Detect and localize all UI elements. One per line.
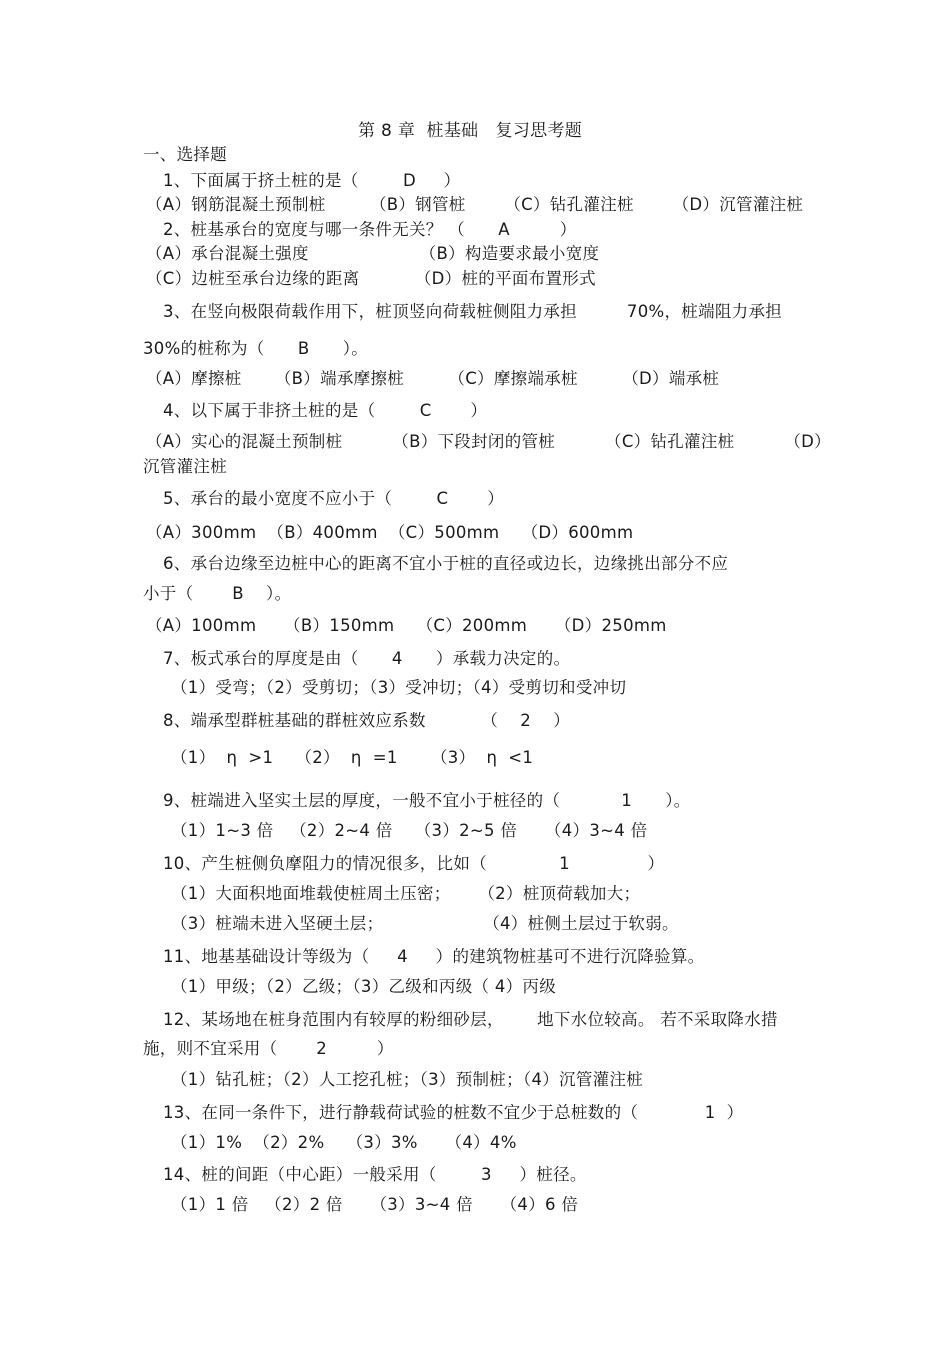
question-5-options: （A）300mm （B）400mm （C）500mm （D）600mm (146, 523, 634, 542)
question-9-options: （1）1~3 倍 （2）2~4 倍 （3）2~5 倍 （4）3~4 倍 (171, 821, 648, 840)
question-1: 1、下面属于挤土桩的是（ D ） (163, 171, 461, 190)
section-heading: 一、选择题 (143, 145, 227, 164)
question-2-options-b: （C）边桩至承台边缘的距离 （D）桩的平面布置形式 (146, 269, 596, 288)
question-10-options-a: （1）大面积地面堆载使桩周土压密； （2）桩顶荷载加大； (171, 884, 641, 903)
question-10: 10、产生桩侧负摩阻力的情况很多，比如（ 1 ） (163, 854, 665, 873)
question-12-cont: 施，则不宜采用（ 2 ） (143, 1039, 394, 1058)
question-4-options-cont: 沉管灌注桩 (143, 457, 227, 476)
question-7-options: （1）受弯；（2）受剪切；（3）受冲切；（4）受剪切和受冲切 (171, 678, 627, 697)
question-12: 12、某场地在桩身范围内有较厚的粉细砂层， 地下水位较高。 若不采取降水措 (163, 1010, 778, 1029)
question-2-options-a: （A）承台混凝土强度 （B）构造要求最小宽度 (146, 244, 600, 263)
question-3-cont: 30%的桩称为（ B ）。 (143, 339, 369, 358)
question-2: 2、桩基承台的宽度与哪一条件无关？ （ A ） (163, 220, 577, 239)
question-6-options: （A）100mm （B）150mm （C）200mm （D）250mm (146, 616, 667, 635)
question-6: 6、承台边缘至边桩中心的距离不宜小于桩的直径或边长，边缘挑出部分不应 (163, 554, 729, 573)
question-3: 3、在竖向极限荷载作用下，桩顶竖向荷载桩侧阻力承担 70%，桩端阻力承担 (163, 302, 783, 321)
question-9: 9、桩端进入坚实土层的厚度，一般不宜小于桩径的（ 1 ）。 (163, 791, 691, 810)
question-8: 8、端承型群桩基础的群桩效应系数 （ 2 ） (163, 711, 571, 730)
question-8-options: （1） η >1 （2） η =1 （3） η <1 (171, 748, 534, 767)
question-13-options: （1）1% （2）2% （3）3% （4）4% (171, 1133, 517, 1152)
question-4-options: （A）实心的混凝土预制桩 （B）下段封闭的管桩 （C）钻孔灌注桩 （D） (146, 432, 831, 451)
question-14-options: （1）1 倍 （2）2 倍 （3）3~4 倍 （4）6 倍 (171, 1195, 579, 1214)
question-4: 4、以下属于非挤土桩的是（ C ） (163, 401, 488, 420)
question-11-options: （1）甲级；（2）乙级；（3）乙级和丙级（ 4）丙级 (171, 977, 557, 996)
question-5: 5、承台的最小宽度不应小于（ C ） (163, 489, 504, 508)
page-title: 第 8 章 桩基础 复习思考题 (358, 121, 583, 141)
question-11: 11、地基基础设计等级为（ 4 ）的建筑物桩基可不进行沉降验算。 (163, 947, 705, 966)
question-10-options-b: （3）桩端未进入坚硬土层； （4）桩侧土层过于软弱。 (171, 914, 679, 933)
question-14: 14、桩的间距（中心距）一般采用（ 3 ）桩径。 (163, 1165, 587, 1184)
question-7: 7、板式承台的厚度是由（ 4 ）承载力决定的。 (163, 649, 571, 668)
question-13: 13、在同一条件下，进行静载荷试验的桩数不宜少于总桩数的（ 1 ） (163, 1103, 744, 1122)
question-3-options: （A）摩擦桩 （B）端承摩擦桩 （C）摩擦端承桩 （D）端承桩 (146, 369, 720, 388)
question-6-cont: 小于（ B ）。 (143, 584, 292, 603)
question-1-options: （A）钢筋混凝土预制桩 （B）钢管桩 （C）钻孔灌注桩 （D）沉管灌注桩 (146, 195, 804, 214)
question-12-options: （1）钻孔桩；（2）人工挖孔桩；（3）预制桩；（4）沉管灌注桩 (171, 1070, 644, 1089)
